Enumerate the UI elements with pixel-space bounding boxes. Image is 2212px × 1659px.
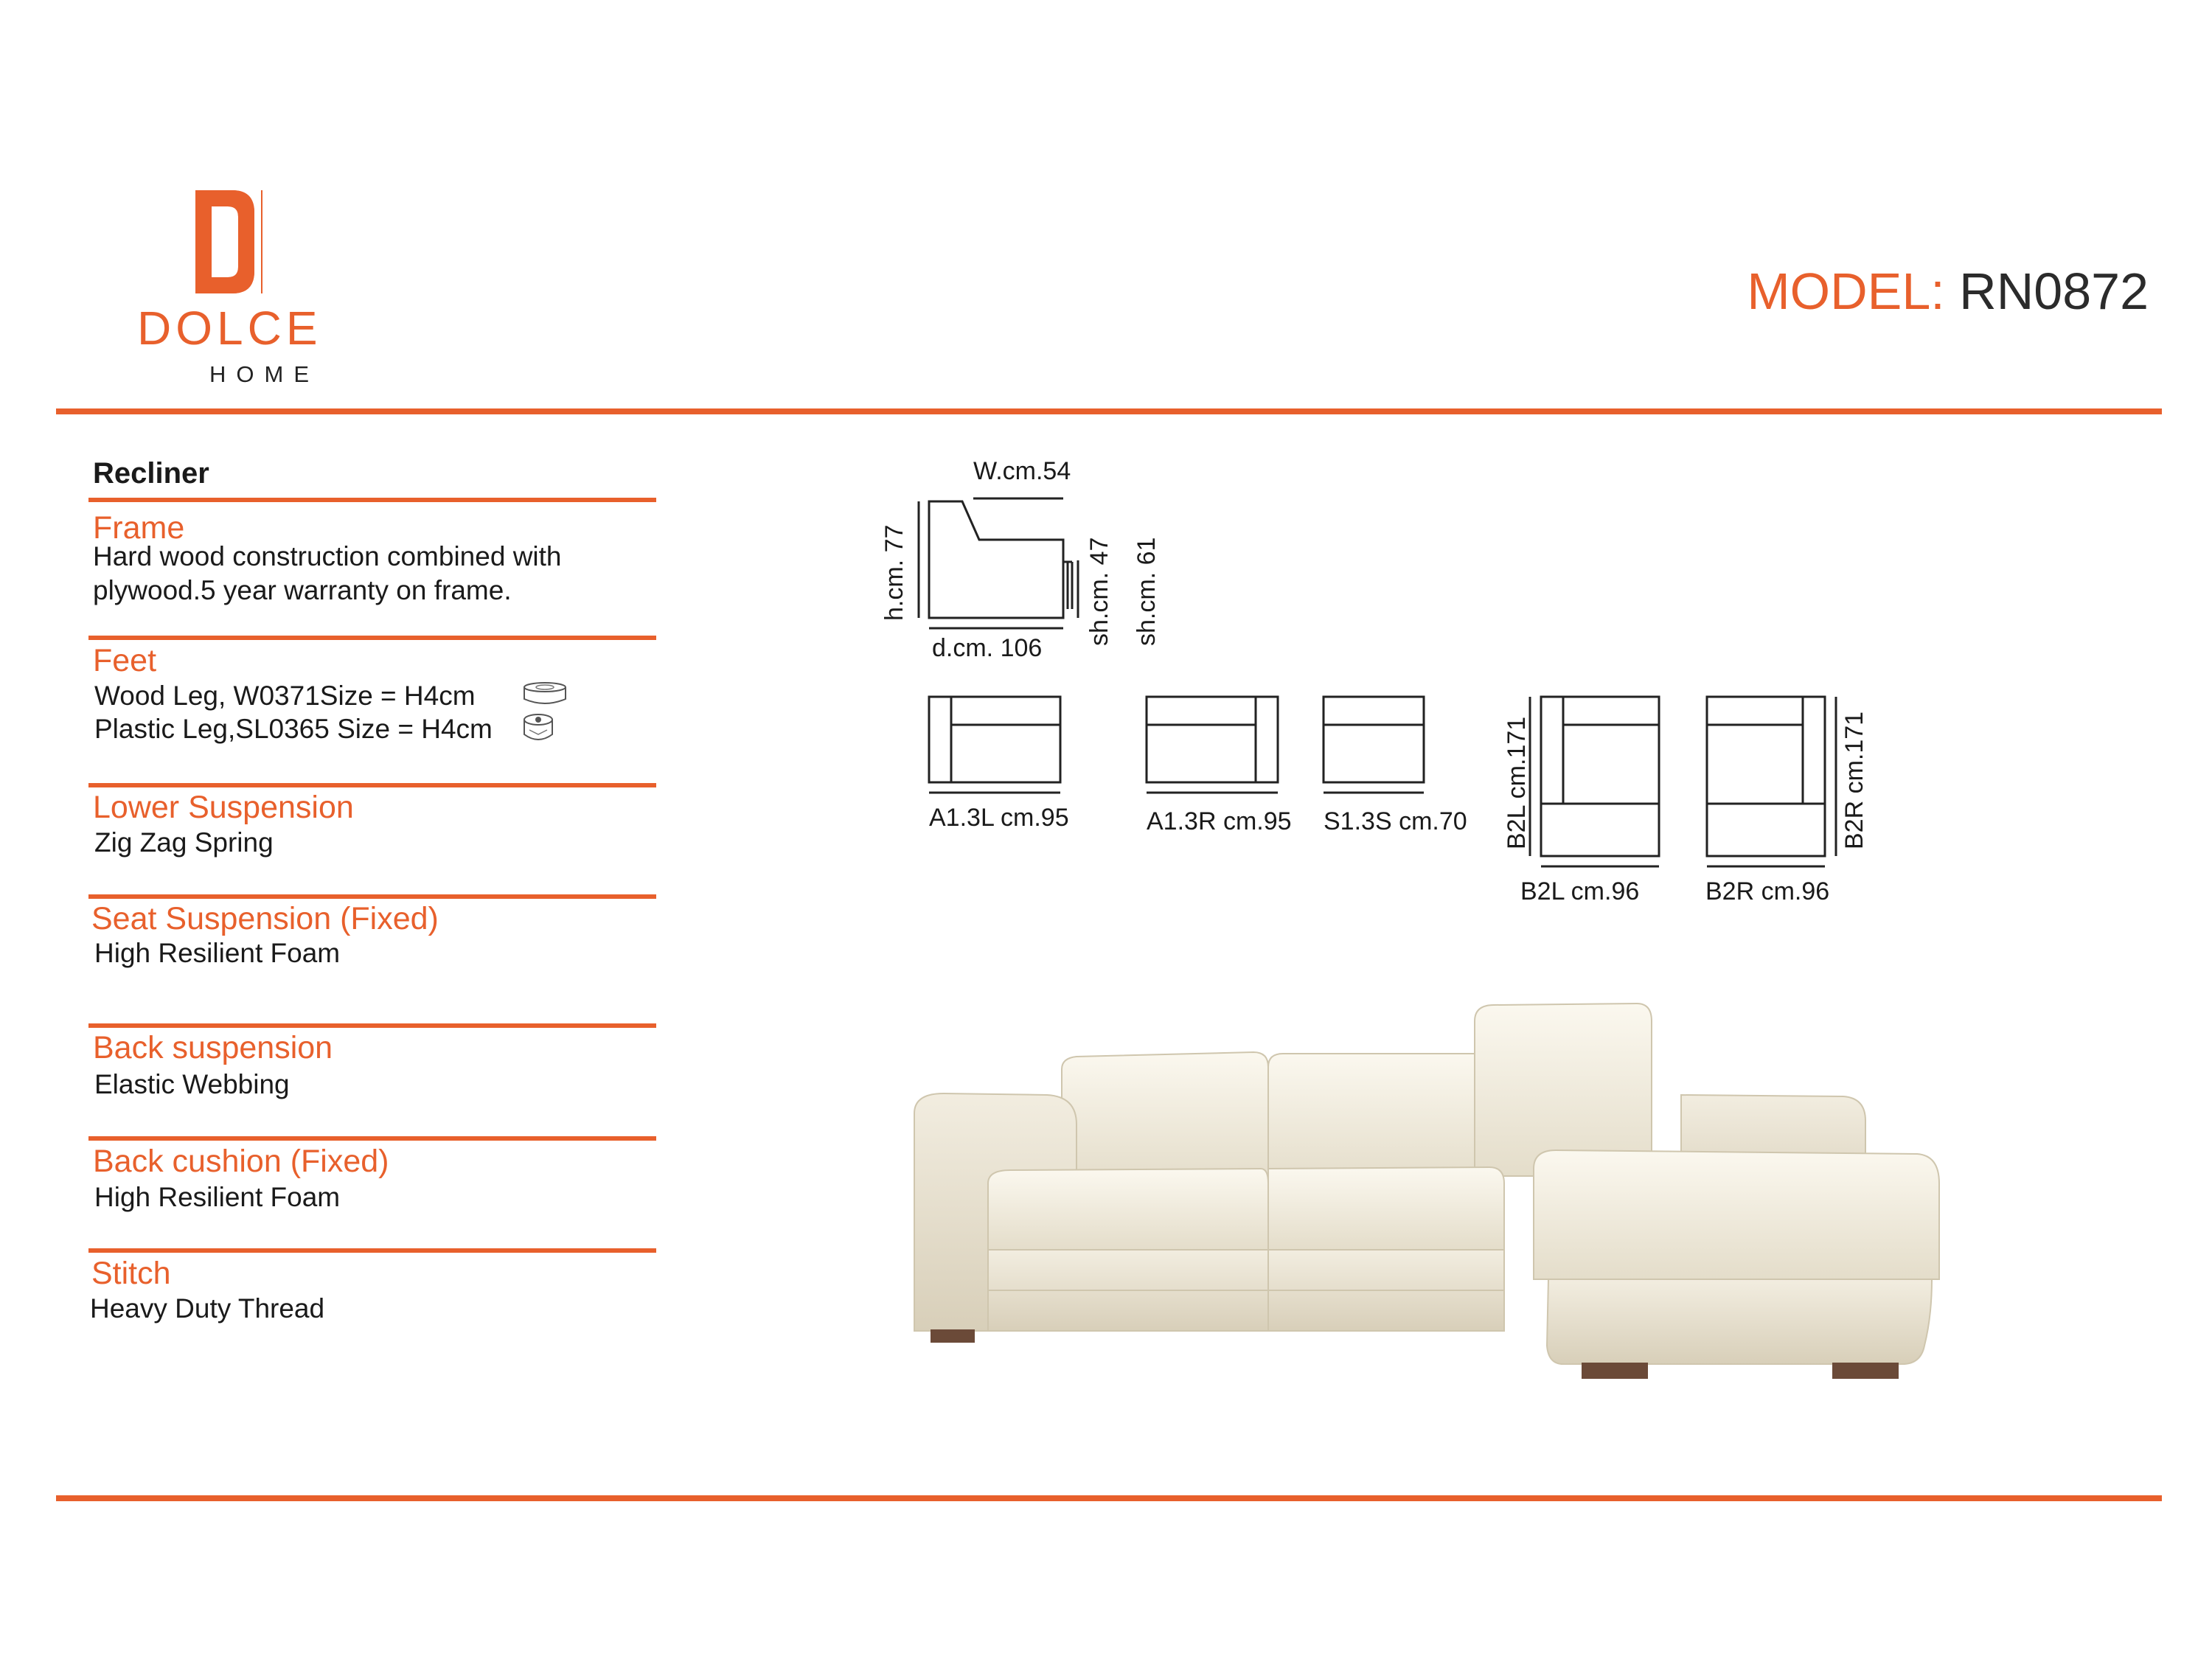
sofa-photo <box>900 999 1947 1427</box>
s13s-label: S1.3S cm.70 <box>1324 807 1467 835</box>
height-label: h.cm. 77 <box>880 524 908 621</box>
back-suspension-heading: Back suspension <box>93 1030 333 1065</box>
header-divider <box>56 408 2162 414</box>
brand-logo <box>133 184 383 398</box>
a13l-label: A1.3L cm.95 <box>929 804 1069 832</box>
width-label: W.cm.54 <box>973 457 1071 485</box>
brand-name: DOLCE <box>137 302 322 355</box>
frame-line-1: Hard wood construction combined with <box>93 541 562 571</box>
section-divider <box>88 498 656 502</box>
b2l-width-label: B2L cm.96 <box>1520 877 1640 905</box>
back-suspension-value: Elastic Webbing <box>94 1069 290 1099</box>
seat-suspension-heading: Seat Suspension (Fixed) <box>91 901 439 936</box>
dimension-diagram <box>870 442 1902 929</box>
feet-line-2: Plastic Leg,SL0365 Size = H4cm <box>94 714 493 744</box>
lower-suspension-value: Zig Zag Spring <box>94 827 274 858</box>
logo-monogram-icon <box>195 190 328 293</box>
b2l-length-label: B2L cm.171 <box>1503 716 1531 849</box>
lower-suspension-heading: Lower Suspension <box>93 790 354 825</box>
model-label: MODEL: <box>1747 262 1945 320</box>
section-divider <box>88 1023 656 1028</box>
section-divider <box>88 1248 656 1253</box>
frame-heading: Frame <box>93 510 185 546</box>
b2r-width-label: B2R cm.96 <box>1705 877 1830 905</box>
stitch-heading: Stitch <box>91 1256 171 1291</box>
plastic-leg-icon <box>522 712 554 748</box>
wood-leg-icon <box>522 681 568 708</box>
model-value: RN0872 <box>1959 262 2149 320</box>
stitch-value: Heavy Duty Thread <box>90 1293 325 1324</box>
section-divider <box>88 1136 656 1141</box>
feet-heading: Feet <box>93 643 157 678</box>
seat-height-label: sh.cm. 47 <box>1085 537 1113 646</box>
section-divider <box>88 894 656 899</box>
brand-subtitle: HOME <box>209 361 319 387</box>
spec-title: Recliner <box>93 457 209 490</box>
side-profile-drawing <box>870 442 1902 929</box>
section-divider <box>88 783 656 787</box>
back-cushion-value: High Resilient Foam <box>94 1182 341 1212</box>
section-divider <box>88 636 656 640</box>
footer-divider <box>56 1495 2162 1501</box>
frame-line-2: plywood.5 year warranty on frame. <box>93 575 512 605</box>
seat-suspension-value: High Resilient Foam <box>94 938 341 968</box>
a13r-label: A1.3R cm.95 <box>1147 807 1292 835</box>
depth-label: d.cm. 106 <box>932 634 1043 662</box>
seat-height-2-label: sh.cm. 61 <box>1133 537 1161 646</box>
b2r-length-label: B2R cm.171 <box>1840 711 1868 849</box>
model-title <box>1747 262 2149 321</box>
back-cushion-heading: Back cushion (Fixed) <box>93 1144 389 1179</box>
feet-line-1: Wood Leg, W0371Size = H4cm <box>94 681 476 711</box>
